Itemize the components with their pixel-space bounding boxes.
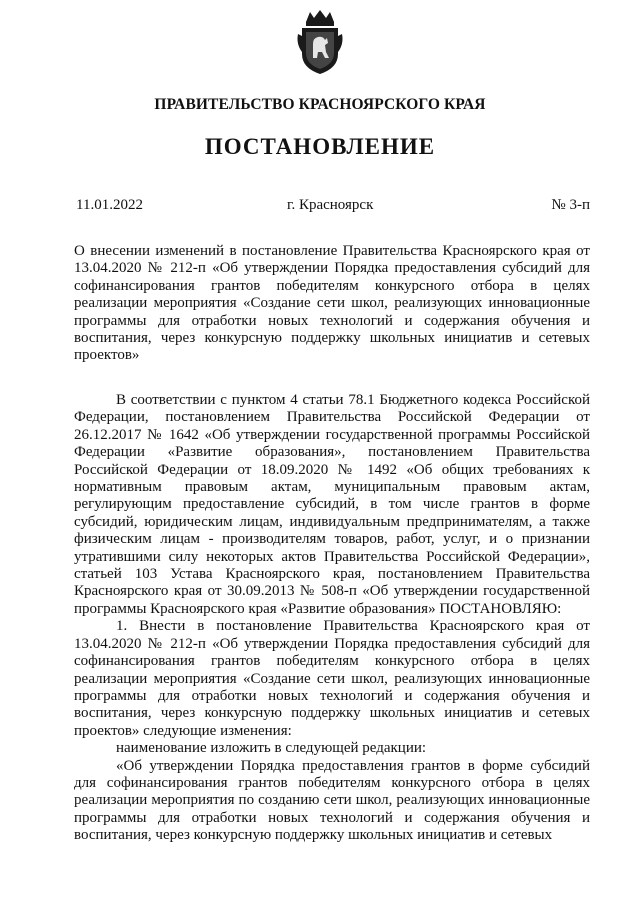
document-city: г. Красноярск [287, 197, 374, 213]
document-type-title: ПОСТАНОВЛЕНИЕ [204, 134, 436, 159]
clause-1-paragraph: 1. Внести в постановление Правительства Красноярского края от 13.04.2020 № 212-п «Об утверждении Порядка предоставления субсидий для софинансирования грантов победителям конкурсного отбора в целях реализации мероприятия «Создание сети школ, реализующих инновационные программы для отработки новых технологий и содержания обучения и воспитания, через конкурсную поддержку школьных инициатив и сетевых проектов» следующие изменения: [74, 618, 590, 739]
document-date: 11.01.2022 [76, 197, 143, 213]
document-body [74, 392, 590, 845]
amendment-intro-paragraph: наименование изложить в следующей редакции: [116, 740, 427, 757]
government-title: ПРАВИТЕЛЬСТВО КРАСНОЯРСКОГО КРАЯ [154, 96, 486, 113]
coat-of-arms-icon [296, 8, 344, 76]
preamble-paragraph: В соответствии с пунктом 4 статьи 78.1 Бюджетного кодекса Российской Федерации, постановлением Правительства Российской Федерации от 26.12.2017 № 1642 «Об утверждении государственной программы Российской Федерации «Развитие образования», постановлением Правительства Российской Федерации от 18.09.2020 № 1492 «Об общих требованиях к нормативным правовым актам, муниципальным правовым актам, регулирующим предоставление субсидий, в том числе грантов в форме субсидий, юридическим лицам, индивидуальным предпринимателям, а также физическим лицам - производителям товаров, работ, услуг, и о признании утратившими силу некоторых актов Правительства Российской Федерации», статьей 103 Устава Красноярского края, постановлением Правительства Красноярского края от 30.09.2013 № 508-п «Об утверждении государственной программы Красноярского края «Развитие образования» ПОСТАНОВЛЯЮ: [74, 392, 590, 617]
document-meta-row [76, 197, 590, 217]
document-number: № 3-п [551, 197, 590, 213]
document-subject: О внесении изменений в постановление Правительства Красноярского края от 13.04.2020 № 212-п «Об утверждении Порядка предоставления субсидий для софинансирования грантов победителям конкурсного отбора в целях реализации мероприятия «Создание сети школ, реализующих инновационные программы для отработки новых технологий и содержания обучения и воспитания, через конкурсную поддержку школьных инициатив и сетевых проектов» [74, 243, 590, 364]
amendment-text-paragraph: «Об утверждении Порядка предоставления грантов в форме субсидий для софинансирования грантов победителям конкурсного отбора в целях реализации мероприятия по созданию сети школ, реализующих инновационные программы для отработки новых технологий и содержания обучения и воспитания, через конкурсную поддержку школьных инициатив и сетевых [74, 757, 590, 844]
